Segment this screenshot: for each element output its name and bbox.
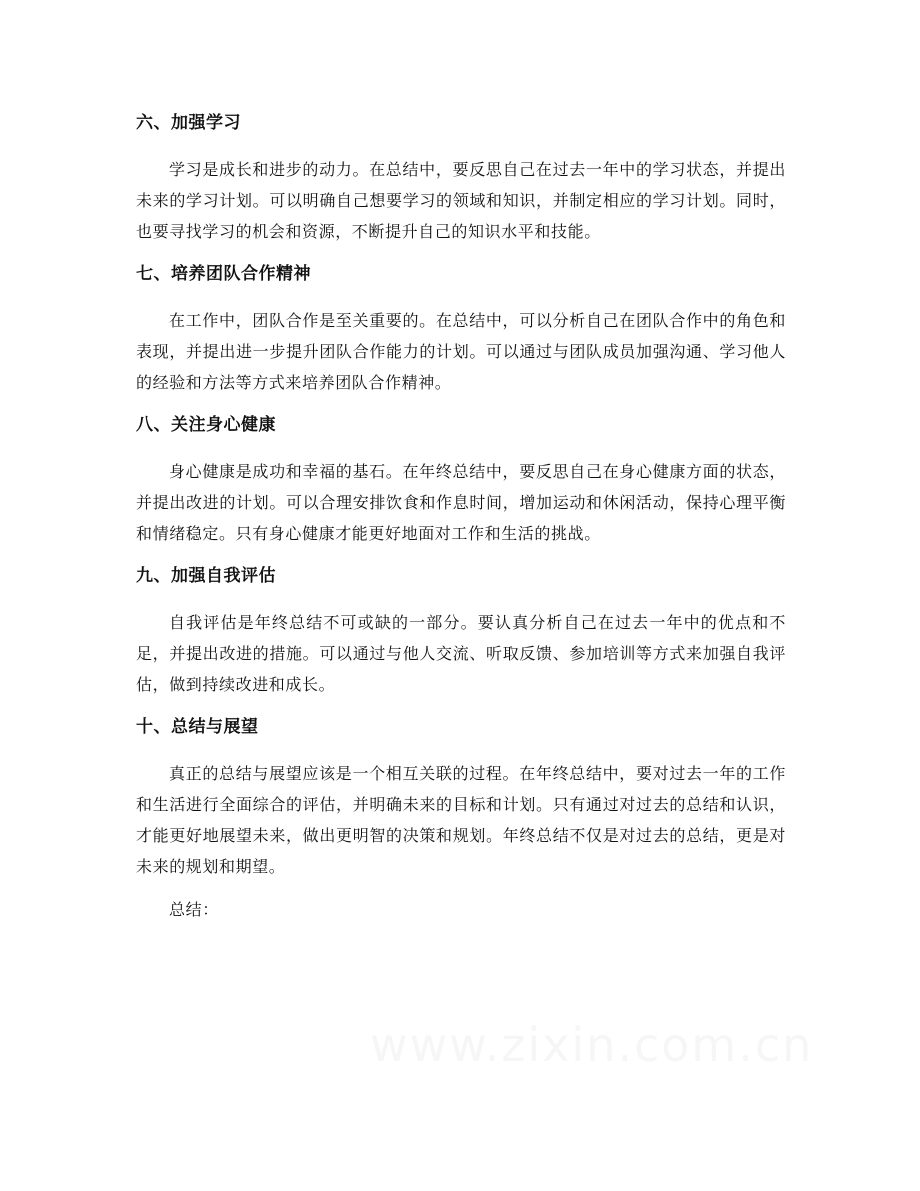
section-heading: 十、总结与展望 bbox=[136, 717, 259, 737]
section-self-assessment bbox=[136, 561, 786, 700]
section-learning bbox=[136, 108, 786, 247]
section-health bbox=[136, 410, 786, 549]
section-paragraph: 身心健康是成功和幸福的基石。在年终总结中，要反思自己在身心健康方面的状态，并提出改进的计划。可以合理安排饮食和作息时间，增加运动和休闲活动，保持心理平衡和情绪稳定。只有身心健康才能更好地面对工作和生活的挑战。 bbox=[136, 462, 786, 543]
summary-label: 总结： bbox=[169, 900, 219, 919]
watermark: www.zixin.com.cn bbox=[370, 1018, 814, 1072]
section-paragraph: 自我评估是年终总结不可或缺的一部分。要认真分析自己在过去一年中的优点和不足，并提出改进的措施。可以通过与他人交流、听取反馈、参加培训等方式来加强自我评估，做到持续改进和成长。 bbox=[136, 613, 786, 694]
document-content bbox=[136, 108, 786, 925]
section-heading: 九、加强自我评估 bbox=[136, 566, 276, 586]
section-paragraph: 学习是成长和进步的动力。在总结中，要反思自己在过去一年中的学习状态，并提出未来的学习计划。可以明确自己想要学习的领域和知识，并制定相应的学习计划。同时，也要寻找学习的机会和资源，不断提升自己的知识水平和技能。 bbox=[136, 160, 786, 241]
section-teamwork bbox=[136, 259, 786, 398]
section-paragraph: 真正的总结与展望应该是一个相互关联的过程。在年终总结中，要对过去一年的工作和生活进行全面综合的评估，并明确未来的目标和计划。只有通过对过去的总结和认识，才能更好地展望未来，做出更明智的决策和规划。年终总结不仅是对过去的总结，更是对未来的规划和期望。 bbox=[136, 764, 786, 876]
section-heading: 六、加强学习 bbox=[136, 113, 241, 133]
section-summary-outlook bbox=[136, 712, 786, 882]
section-heading: 八、关注身心健康 bbox=[136, 415, 276, 435]
section-paragraph: 在工作中，团队合作是至关重要的。在总结中，可以分析自己在团队合作中的角色和表现，并提出进一步提升团队合作能力的计划。可以通过与团队成员加强沟通、学习他人的经验和方法等方式来培养团队合作精神。 bbox=[136, 311, 786, 392]
section-heading: 七、培养团队合作精神 bbox=[136, 264, 311, 284]
